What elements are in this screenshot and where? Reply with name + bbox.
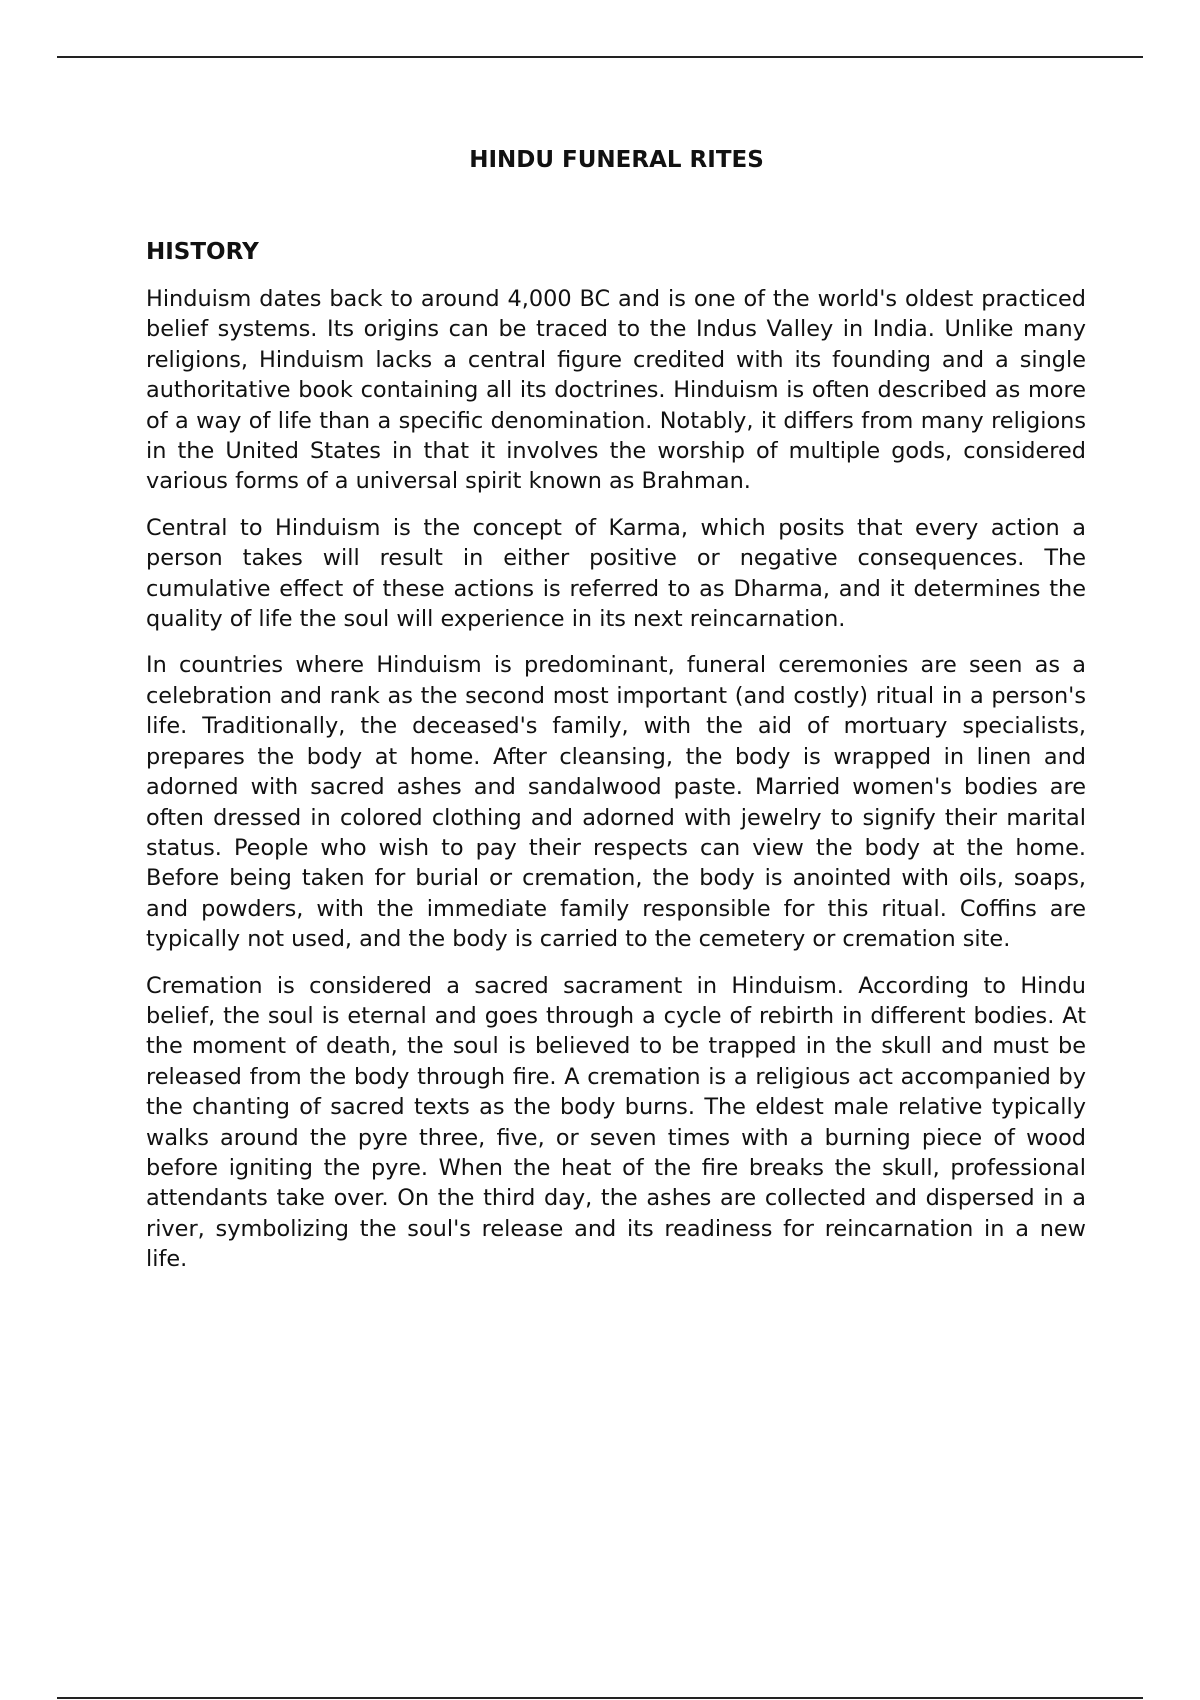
paragraph-karma: Central to Hinduism is the concept of Karma, which posits that every action a person takes will result in either positive or negative consequences. The cumulative effect of these actions is referred to as Dharma, and it determines the quality of life the soul will experience in its next reincarnation. <box>146 514 1086 633</box>
header-rule <box>57 56 1143 58</box>
document-body <box>146 238 1086 1291</box>
paragraph-funeral-ceremonies: In countries where Hinduism is predominant, funeral ceremonies are seen as a celebration and rank as the second most important (and costly) ritual in a person's life. Traditionally, the deceased's family, with the aid of mortuary specialists, prepares the body at home. After cleansing, the body is wrapped in linen and adorned with sacred ashes and sandalwood paste. Married women's bodies are often dressed in colored clothing and adorned with jewelry to signify their marital status. People who wish to pay their respects can view the body at the home. Before being taken for burial or cremation, the body is anointed with oils, soaps, and powders, with the immediate family responsible for this ritual. Coffins are typically not used, and the body is carried to the cemetery or cremation site. <box>146 652 1086 953</box>
footer-rule <box>57 1697 1143 1699</box>
section-heading-history: HISTORY <box>146 239 259 265</box>
document-title: HINDU FUNERAL RITES <box>469 147 764 173</box>
paragraph-origins: Hinduism dates back to around 4,000 BC and is one of the world's oldest practiced belief systems. Its origins can be traced to the Indus Valley in India. Unlike many religions, Hinduism lacks a central figure credited with its founding and a single authoritative book containing all its doctrines. Hinduism is often described as more of a way of life than a specific denomination. Notably, it differs from many religions in the United States in that it involves the worship of multiple gods, considered various forms of a universal spirit known as Brahman. <box>146 286 1086 495</box>
paragraph-cremation: Cremation is considered a sacred sacrament in Hinduism. According to Hindu belief, the soul is eternal and goes through a cycle of rebirth in different bodies. At the moment of death, the soul is believed to be trapped in the skull and must be released from the body through fire. A cremation is a religious act accompanied by the chanting of sacred texts as the body burns. The eldest male relative typically walks around the pyre three, five, or seven times with a burning piece of wood before igniting the pyre. When the heat of the fire breaks the skull, professional attendants take over. On the third day, the ashes are collected and dispersed in a river, symbolizing the soul's release and its readiness for reincarnation in a new life. <box>146 972 1086 1273</box>
